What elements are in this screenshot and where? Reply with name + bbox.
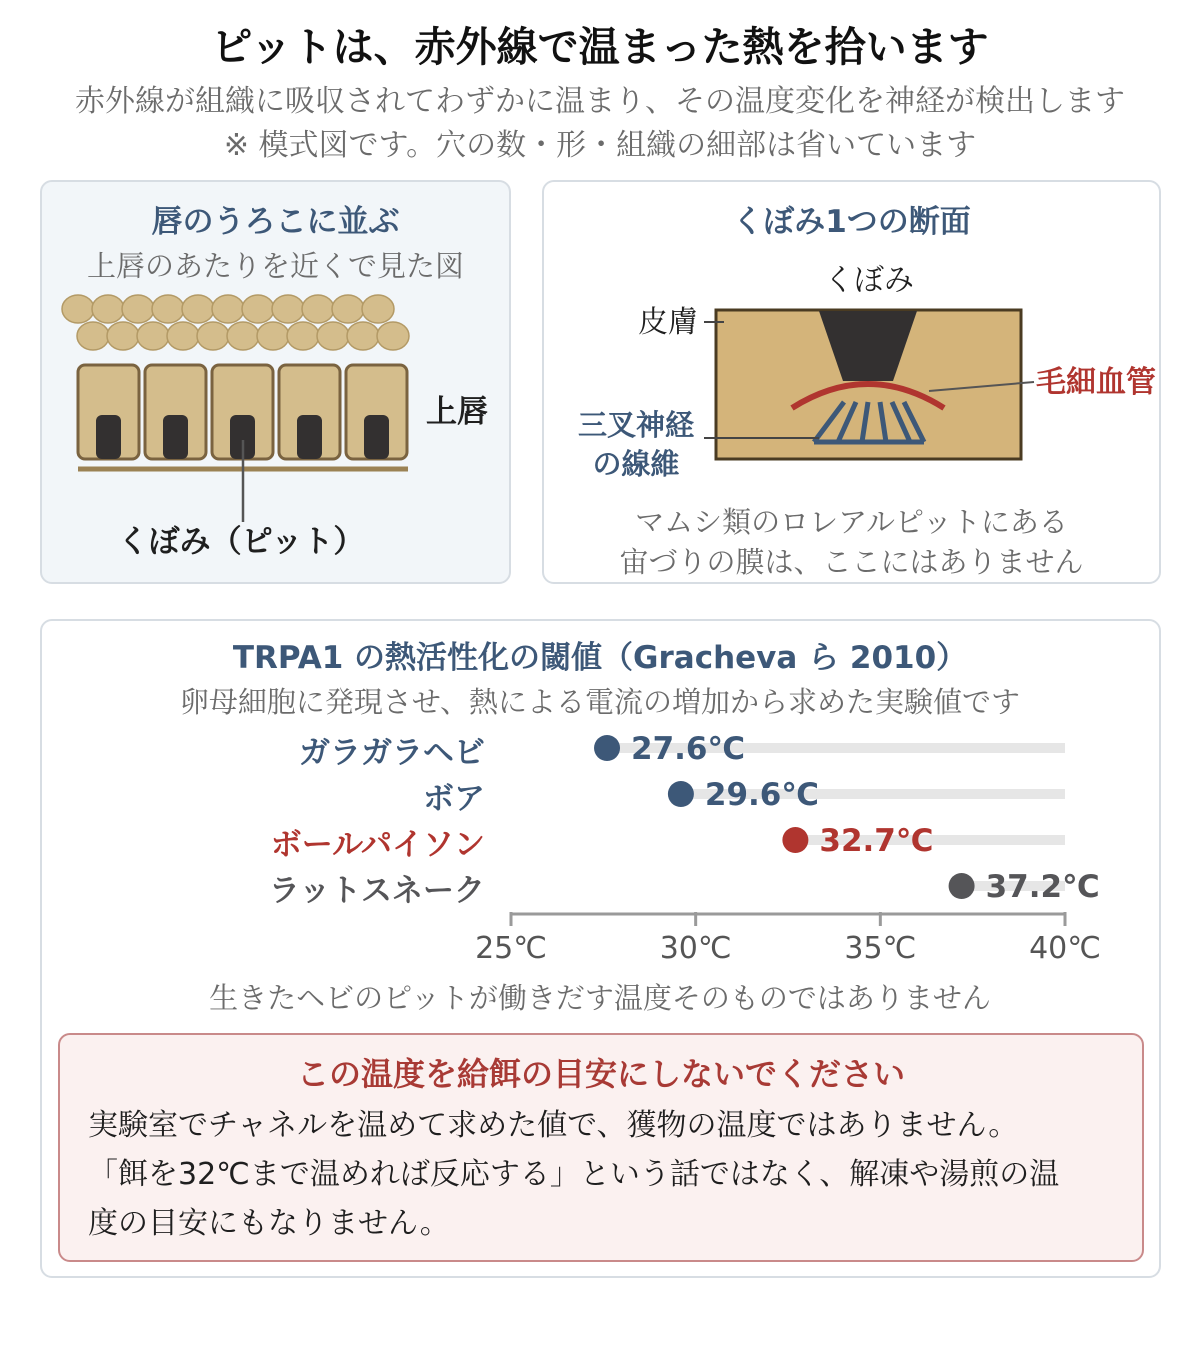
scale-top [242,295,274,323]
scale-bottom [167,322,199,350]
lip-panel-subtitle: 上唇のあたりを近くで見た図 [86,249,464,283]
lip-panel-title: 唇のうろこに並ぶ [151,204,400,240]
scale-bottom [107,322,139,350]
species-label: ガラガラヘビ [299,735,485,771]
pit-hole [96,415,121,459]
page-title: ピットは、赤外線で温まった熱を拾います [211,23,989,71]
lip-scales-panel [40,180,511,584]
x-tick-label: 25℃ [475,931,547,966]
lip-scales-group [62,295,409,350]
scale-bottom [227,322,259,350]
pit-hole [297,415,322,459]
scale-bottom [137,322,169,350]
section-panel-title: くぼみ1つの断面 [732,204,971,240]
scale-bottom [77,322,109,350]
x-tick-label: 35℃ [844,931,917,966]
cross-section-panel [542,180,1161,584]
scale-top [122,295,154,323]
pit-hole [364,415,389,459]
scale-top [362,295,394,323]
upper-lip-label: 上唇 [426,394,488,430]
chart-title: TRPA1 の熱活性化の閾値（Gracheva ら 2010） [232,640,968,676]
capillary-label: 毛細血管 [1036,365,1156,400]
warning-body [88,1101,1124,1248]
chart-subtitle: 卵母細胞に発現させ、熱による電流の増加から求めた実験値です [179,685,1021,719]
scale-top [92,295,124,323]
scale-bottom [257,322,289,350]
page-note: ※ 模式図です。穴の数・形・組織の細部は省いています [223,128,977,163]
species-label: ラットスネーク [268,873,485,909]
scale-bottom [287,322,319,350]
section-note-line2: 宙づりの膜は、ここにはありません [619,545,1084,579]
warning-line-1: 実験室でチャネルを温めて求めた値で、獲物の温度ではありません。 [88,1108,1019,1143]
pit-top-label: くぼみ [824,263,914,298]
scale-top [212,295,244,323]
scale-bottom [317,322,349,350]
scale-top [332,295,364,323]
warning-box [58,1033,1144,1262]
scale-top [62,295,94,323]
scale-top [272,295,304,323]
threshold-value-label: 27.6℃ [631,731,746,767]
nerve-label-line2: の線維 [592,447,680,481]
x-tick-label: 40℃ [1029,931,1101,966]
species-label: ボア [423,781,485,817]
scale-top [302,295,334,323]
warning-title: この温度を給餌の目安にしないでください [296,1055,905,1093]
species-label: ボールパイソン [270,827,485,863]
pit-label: くぼみ（ピット） [117,524,365,560]
threshold-value-label: 29.6℃ [704,777,819,813]
threshold-value-label: 37.2℃ [985,869,1100,905]
section-note-line1: マムシ類のロレアルピットにある [635,505,1068,539]
nerve-label-line1: 三叉神経 [577,408,695,442]
pit-hole [163,415,188,459]
page-subtitle: 赤外線が組織に吸収されてわずかに温まり、その温度変化を神経が検出します [75,84,1125,119]
scale-bottom [347,322,379,350]
scale-top [152,295,184,323]
scale-top [182,295,214,323]
scale-bottom [197,322,229,350]
scale-bottom [377,322,409,350]
warning-line-2: 「餌を32℃まで温めれば反応する」という話ではなく、解凍や湯煎の温 [88,1157,1060,1192]
skin-label: 皮膚 [638,305,698,340]
chart-footnote: 生きたヘビのピットが働きだす温度そのものではありません [209,981,991,1015]
warning-line-3: 度の目安にもなりません。 [88,1206,450,1241]
x-tick-label: 30℃ [659,931,732,966]
threshold-value-label: 32.7℃ [819,823,934,859]
lip-diagram [42,182,509,582]
